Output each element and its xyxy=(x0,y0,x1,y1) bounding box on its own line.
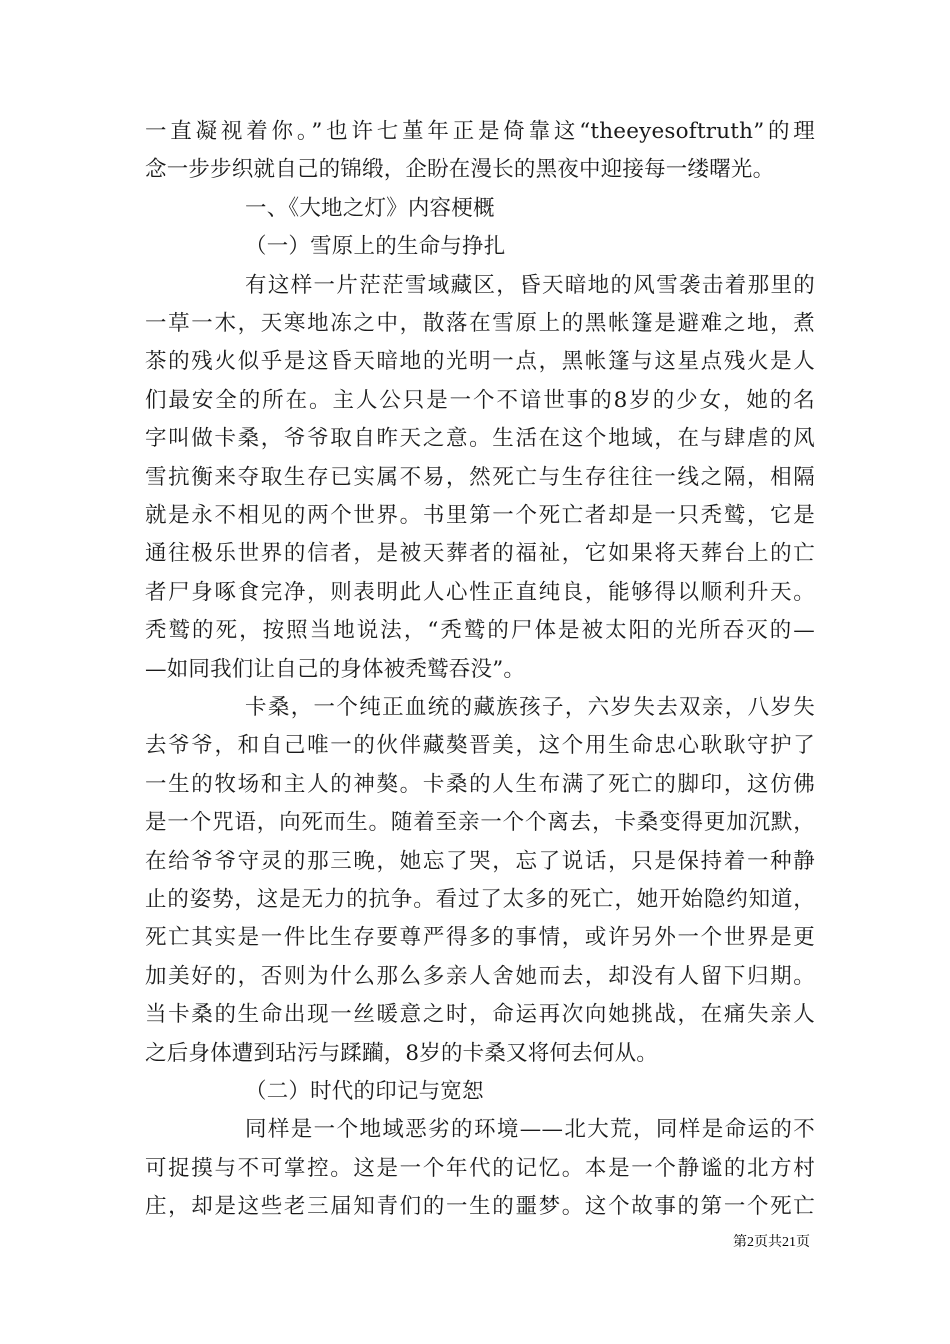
body-text-line: 当卡桑的生命出现一丝暖意之时，命运再次向她挑战，在痛失亲人 xyxy=(145,1002,815,1028)
body-text-line: 雪抗衡来夺取生存已实属不易，然死亡与生存往往一线之隔，相隔 xyxy=(145,464,815,490)
body-text-line: 就是永不相见的两个世界。书里第一个死亡者却是一只秃鹫，它是 xyxy=(145,503,815,528)
subsection-heading: （二）时代的印记与宽恕 xyxy=(245,1079,484,1104)
body-text-line: 之后身体遭到玷污与蹂躏，8岁的卡桑又将何去何从。 xyxy=(145,1040,658,1066)
body-text-line: 去爷爷，和自己唯一的伙伴藏獒晋美，这个用生命忠心耿耿守护了 xyxy=(145,733,815,759)
body-text-line: 秃鹫的死，按照当地说法，“秃鹫的尸体是被太阳的光所吞灭的— xyxy=(145,618,815,644)
body-text-line: 念一步步织就自己的锦缎，企盼在漫长的黑夜中迎接每一缕曙光。 xyxy=(145,157,775,183)
body-text-line: 们最安全的所在。主人公只是一个不谙世事的8岁的少女，她的名 xyxy=(145,387,815,413)
body-text-line: 一直凝视着你。”也许七堇年正是倚靠这“theeyesoftruth”的理 xyxy=(145,119,815,144)
body-text-line: —如同我们让自己的身体被秃鹫吞没”。 xyxy=(145,656,526,682)
body-text-line: 止的姿势，这是无力的抗争。看过了太多的死亡，她开始隐约知道， xyxy=(145,887,815,912)
body-text-line: 有这样一片茫茫雪域藏区，昏天暗地的风雪袭击着那里的 xyxy=(245,272,815,298)
body-text-line: 者尸身啄食完净，则表明此人心性正直纯良，能够得以顺利升天。 xyxy=(145,579,815,605)
body-text-line: 通往极乐世界的信者，是被天葬者的福祉，它如果将天葬台上的亡 xyxy=(145,541,815,567)
section-heading: 一、《大地之灯》内容梗概 xyxy=(245,195,495,221)
body-text-line: 字叫做卡桑，爷爷取自昨天之意。生活在这个地域，在与肆虐的风 xyxy=(145,426,815,452)
body-text-line: 在给爷爷守灵的那三晚，她忘了哭，忘了说话，只是保持着一种静 xyxy=(145,848,815,874)
body-text-line: 庄，却是这些老三届知青们的一生的噩梦。这个故事的第一个死亡 xyxy=(145,1194,815,1220)
subsection-heading: （一）雪原上的生命与挣扎 xyxy=(245,234,506,260)
body-text-line: 同样是一个地域恶劣的环境——北大荒，同样是命运的不 xyxy=(245,1117,815,1143)
body-text-line: 死亡其实是一件比生存要尊严得多的事情，或许另外一个世界是更 xyxy=(145,925,815,951)
body-text-line: 一生的牧场和主人的神獒。卡桑的人生布满了死亡的脚印，这仿佛 xyxy=(145,771,815,797)
body-text-line: 加美好的，否则为什么那么多亲人舍她而去，却没有人留下归期。 xyxy=(145,963,815,989)
body-text-line: 卡桑，一个纯正血统的藏族孩子，六岁失去双亲，八岁失 xyxy=(245,695,815,720)
body-text-line: 可捉摸与不可掌控。这是一个年代的记忆。本是一个静谧的北方村 xyxy=(145,1155,815,1181)
page-footer: 第2页共21页 xyxy=(733,1235,810,1250)
body-text-line: 茶的残火似乎是这昏天暗地的光明一点，黑帐篷与这星点残火是人 xyxy=(145,349,815,375)
body-text-line: 一草一木，天寒地冻之中，散落在雪原上的黑帐篷是避难之地，煮 xyxy=(145,311,815,336)
body-text-line: 是一个咒语，向死而生。随着至亲一个个离去，卡桑变得更加沉默， xyxy=(145,810,815,836)
